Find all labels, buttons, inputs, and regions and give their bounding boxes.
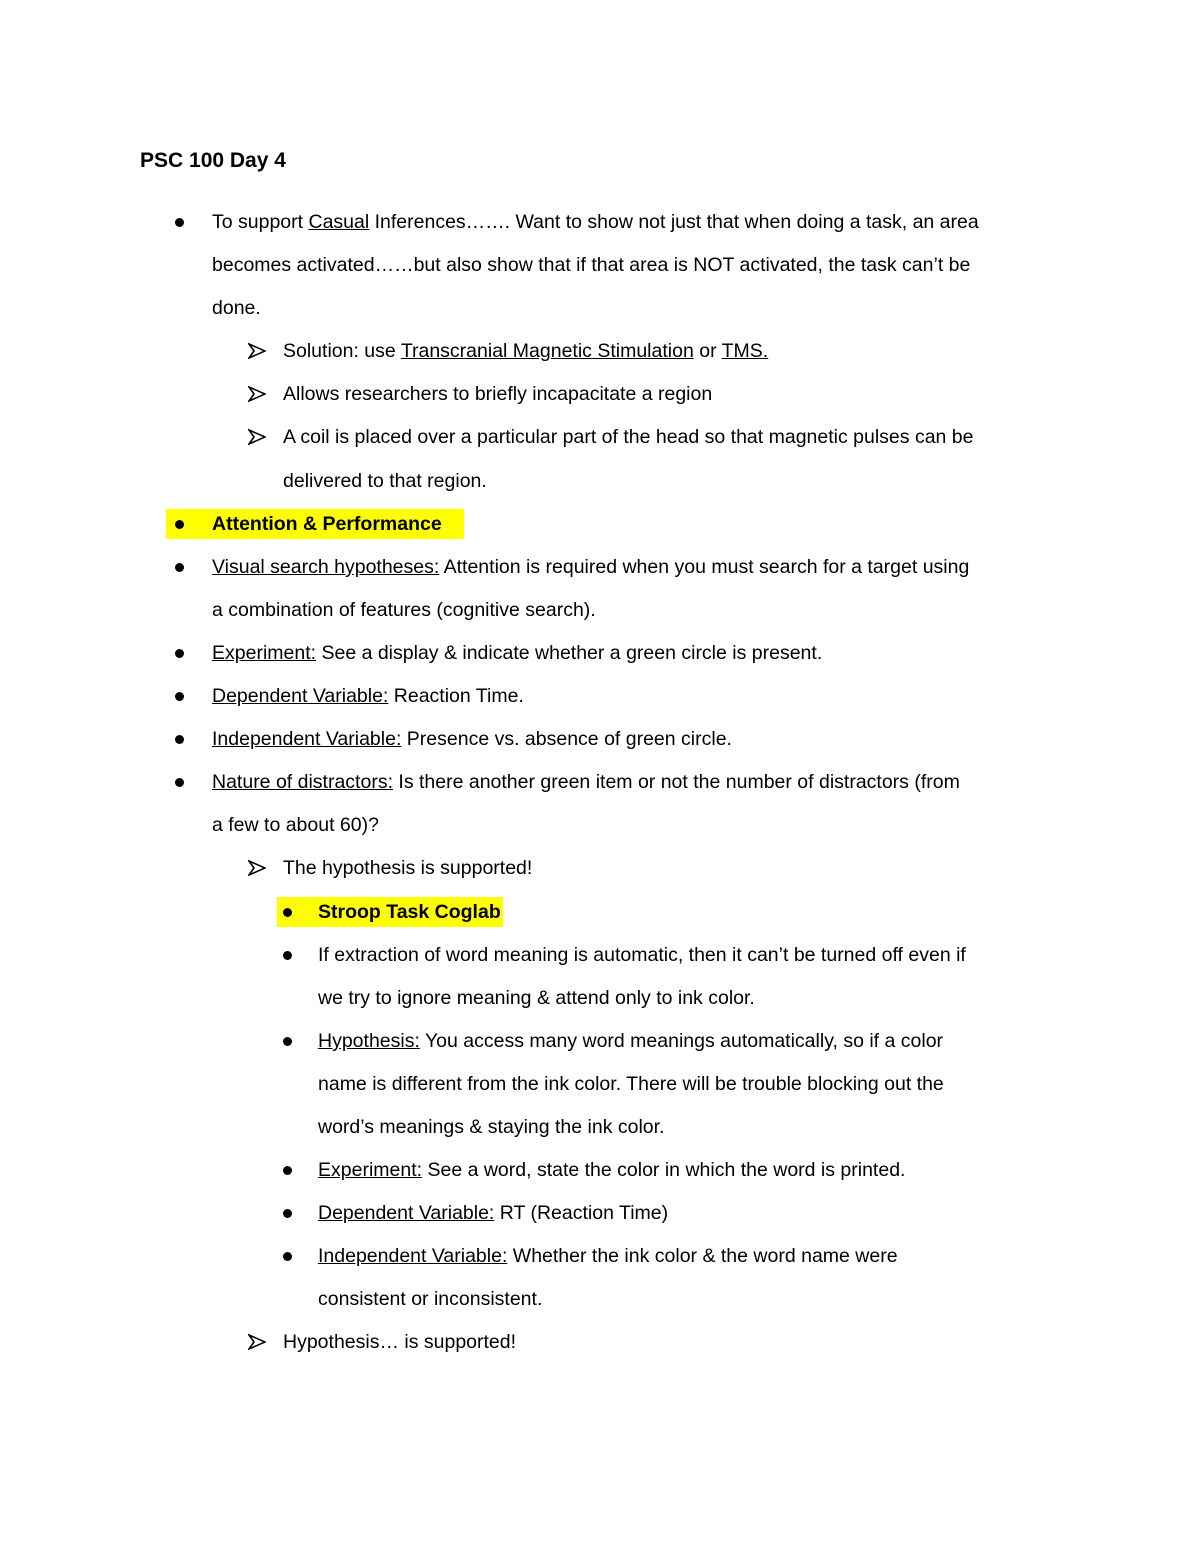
list-item-text: Dependent Variable: RT (Reaction Time) — [318, 1202, 669, 1224]
list-item-text: word’s meanings & staying the ink color. — [318, 1116, 665, 1138]
list-item-text: Hypothesis: You access many word meanings automatically, so if a color — [318, 1030, 944, 1052]
list-item-text: Attention & Performance — [212, 513, 442, 535]
list-item-text: consistent or inconsistent. — [318, 1288, 543, 1310]
list-item-text: Solution: use Transcranial Magnetic Stimulation or TMS. — [283, 340, 769, 362]
arrow-bullet-icon — [248, 342, 266, 360]
list-item-text: name is different from the ink color. There will be trouble blocking out the — [318, 1073, 944, 1095]
page-title: PSC 100 Day 4 — [140, 149, 286, 172]
bullet-icon — [175, 520, 184, 529]
bullet-icon — [175, 218, 184, 227]
list-item-text: done. — [212, 297, 261, 319]
bullet-icon — [175, 692, 184, 701]
bullet-icon — [175, 649, 184, 658]
list-item-text: If extraction of word meaning is automatic, then it can’t be turned off even if — [318, 944, 966, 966]
list-item-text: Allows researchers to briefly incapacitate a region — [283, 383, 713, 405]
list-item-text: To support Casual Inferences……. Want to show not just that when doing a task, an area — [212, 211, 979, 233]
bullet-icon — [283, 1252, 292, 1261]
bullet-icon — [283, 1037, 292, 1046]
list-item-text: Independent Variable: Presence vs. absence of green circle. — [212, 728, 732, 750]
bullet-icon — [175, 563, 184, 572]
list-item-text: Visual search hypotheses: Attention is required when you must search for a target using — [212, 556, 970, 578]
bullet-icon — [283, 1209, 292, 1218]
list-item-text: The hypothesis is supported! — [283, 857, 533, 879]
list-item-text: Experiment: See a display & indicate whether a green circle is present. — [212, 642, 823, 664]
bullet-icon — [283, 951, 292, 960]
bullet-icon — [175, 778, 184, 787]
bullet-icon — [283, 908, 292, 917]
list-item-text: delivered to that region. — [283, 470, 487, 492]
list-item-text: Stroop Task Coglab — [318, 901, 501, 923]
list-item-text: Experiment: See a word, state the color in which the word is printed. — [318, 1159, 906, 1181]
list-item-text: Dependent Variable: Reaction Time. — [212, 685, 524, 707]
bullet-icon — [283, 1166, 292, 1175]
list-item-text: Independent Variable: Whether the ink color & the word name were — [318, 1245, 898, 1267]
arrow-bullet-icon — [248, 385, 266, 403]
list-item-text: Hypothesis… is supported! — [283, 1331, 517, 1353]
list-item-text: a few to about 60)? — [212, 814, 379, 836]
arrow-bullet-icon — [248, 1333, 266, 1351]
list-item-text: becomes activated……but also show that if that area is NOT activated, the task can’t be — [212, 254, 971, 276]
list-item-text: we try to ignore meaning & attend only to ink color. — [318, 987, 755, 1009]
arrow-bullet-icon — [248, 859, 266, 877]
arrow-bullet-icon — [248, 428, 266, 446]
bullet-icon — [175, 735, 184, 744]
list-item-text: Nature of distractors: Is there another green item or not the number of distractors (from — [212, 771, 960, 793]
list-item-text: A coil is placed over a particular part of the head so that magnetic pulses can be — [283, 426, 974, 448]
list-item-text: a combination of features (cognitive search). — [212, 599, 596, 621]
